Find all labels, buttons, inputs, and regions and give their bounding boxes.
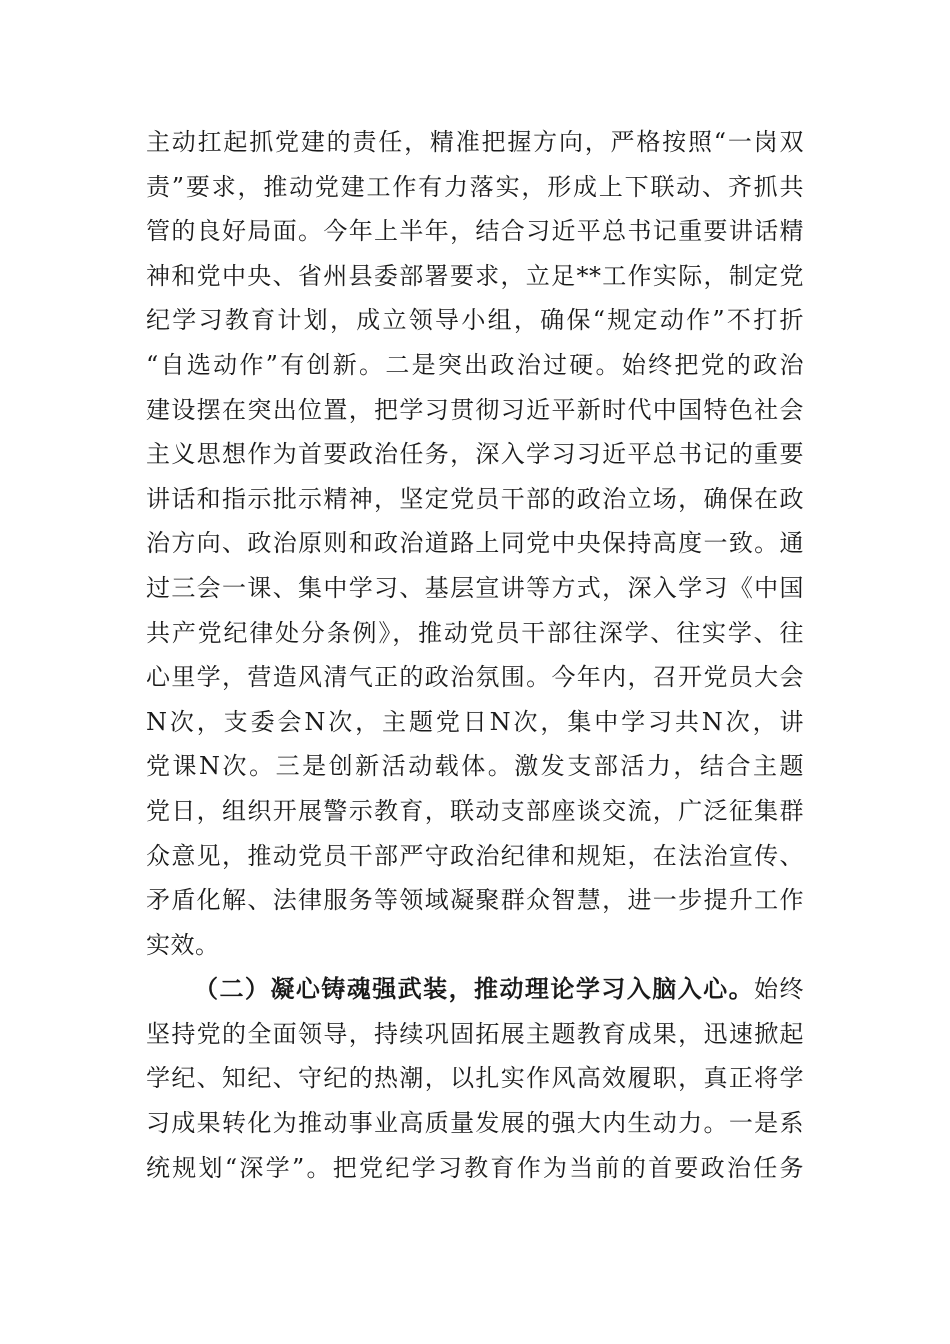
document-body bbox=[146, 120, 804, 1190]
section-heading: （二）凝心铸魂强武装，推动理论学习入脑入心。 bbox=[194, 974, 755, 1004]
paragraph-line: 讲话和指示批示精神，坚定党员干部的政治立场，确保在政 bbox=[146, 484, 804, 513]
paragraph-line: 过三会一课、集中学习、基层宣讲等方式，深入学习《中国 bbox=[146, 573, 804, 602]
paragraph-line: 共产党纪律处分条例》，推动党员干部往深学、往实学、往 bbox=[146, 618, 804, 647]
paragraph-line: 统规划“深学”。把党纪学习教育作为当前的首要政治任务 bbox=[146, 1153, 804, 1182]
paragraph-line: 心里学，营造风清气正的政治氛围。今年内，召开党员大会 bbox=[146, 663, 804, 692]
paragraph-line: 习成果转化为推动事业高质量发展的强大内生动力。一是系 bbox=[146, 1109, 804, 1138]
paragraph-line: N次，支委会N次，主题党日N次，集中学习共N次，讲 bbox=[146, 707, 804, 736]
paragraph-line: 建设摆在突出位置，把学习贯彻习近平新时代中国特色社会 bbox=[146, 395, 804, 424]
paragraph-line: 实效。 bbox=[146, 930, 220, 959]
section-heading-rest: 始终 bbox=[754, 975, 805, 1004]
paragraph-line: 学纪、知纪、守纪的热潮，以扎实作风高效履职，真正将学 bbox=[146, 1064, 804, 1093]
section-heading-line bbox=[146, 967, 804, 1012]
paragraph-line: 主动扛起抓党建的责任，精准把握方向，严格按照“一岗双 bbox=[146, 128, 804, 156]
paragraph-line: 众意见，推动党员干部严守政治纪律和规矩，在法治宣传、 bbox=[146, 841, 804, 870]
paragraph-line: 党课N次。三是创新活动载体。激发支部活力，结合主题 bbox=[146, 752, 804, 781]
paragraph-line: 党日，组织开展警示教育，联动支部座谈交流，广泛征集群 bbox=[146, 796, 804, 825]
paragraph-line: 神和党中央、省州县委部署要求，立足**工作实际，制定党 bbox=[146, 261, 804, 290]
paragraph-line: 主义思想作为首要政治任务，深入学习习近平总书记的重要 bbox=[146, 440, 804, 469]
paragraph-line: 治方向、政治原则和政治道路上同党中央保持高度一致。通 bbox=[146, 529, 804, 558]
paragraph-line: 纪学习教育计划，成立领导小组，确保“规定动作”不打折 bbox=[146, 306, 804, 335]
paragraph-line: 矛盾化解、法律服务等领域凝聚群众智慧，进一步提升工作 bbox=[146, 886, 804, 915]
paragraph-line: 管的良好局面。今年上半年，结合习近平总书记重要讲话精 bbox=[146, 217, 804, 246]
paragraph-line: 责”要求，推动党建工作有力落实，形成上下联动、齐抓共 bbox=[146, 172, 804, 201]
paragraph-line: “自选动作”有创新。二是突出政治过硬。始终把党的政治 bbox=[146, 350, 804, 379]
paragraph-line: 坚持党的全面领导，持续巩固拓展主题教育成果，迅速掀起 bbox=[146, 1019, 804, 1048]
